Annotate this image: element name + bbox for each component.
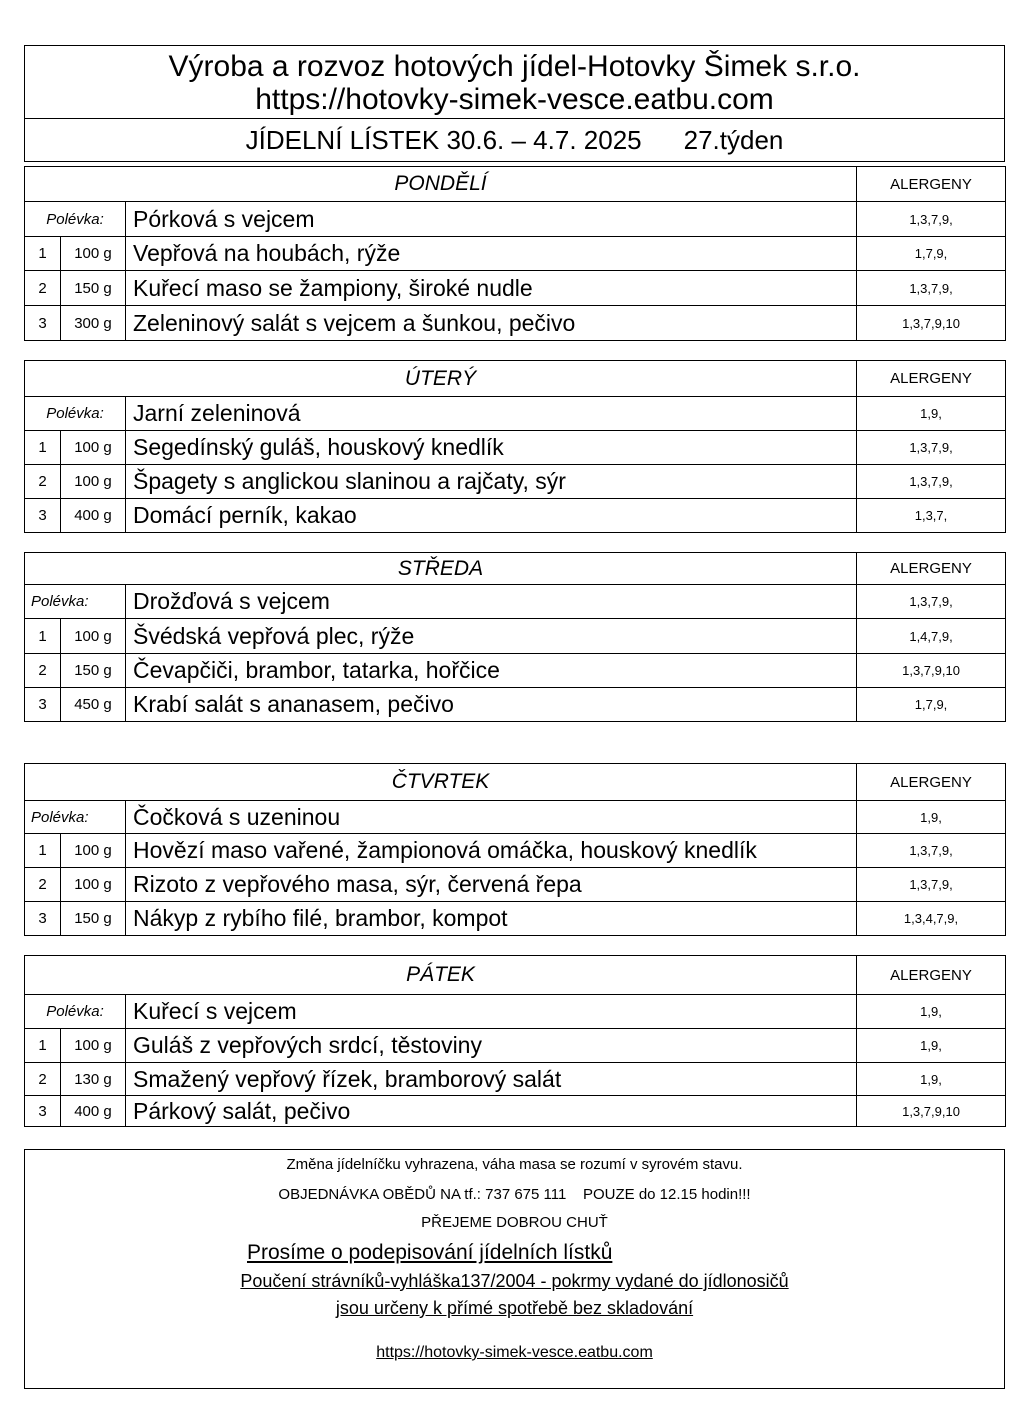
meal-allergens: 1,9, bbox=[857, 1063, 1006, 1096]
meal-number: 2 bbox=[25, 1063, 61, 1096]
meal-number: 1 bbox=[25, 619, 61, 654]
meal-weight: 130 g bbox=[61, 1063, 126, 1096]
meal-weight: 100 g bbox=[61, 431, 126, 465]
meal-number: 1 bbox=[25, 1029, 61, 1063]
day-name: STŘEDA bbox=[25, 553, 857, 585]
meal-allergens: 1,3,7,9, bbox=[857, 834, 1006, 868]
header-title-cell bbox=[25, 46, 1005, 119]
meal-allergens: 1,7,9, bbox=[857, 237, 1006, 271]
meal-name: Nákyp z rybího filé, brambor, kompot bbox=[126, 902, 857, 936]
meal-allergens: 1,3,7,9, bbox=[857, 431, 1006, 465]
meal-weight: 100 g bbox=[61, 619, 126, 654]
meal-weight: 150 g bbox=[61, 271, 126, 306]
week-number: 27.týden bbox=[683, 124, 784, 155]
regulation-line-1: Poučení strávníků-vyhláška137/2004 - pokrmy vydané do jídlonosičů bbox=[240, 1271, 789, 1291]
company-name: Výroba a rozvoz hotových jídel-Hotovky Šimek s.r.o. bbox=[168, 50, 861, 83]
meal-number: 2 bbox=[25, 868, 61, 902]
day-table-monday bbox=[24, 166, 1006, 341]
soup-allergens: 1,3,7,9, bbox=[857, 585, 1006, 619]
allergen-header: ALERGENY bbox=[857, 553, 1006, 585]
meal-allergens: 1,3,7, bbox=[857, 499, 1006, 533]
meal-name: Vepřová na houbách, rýže bbox=[126, 237, 857, 271]
sign-request: Prosíme o podepisování jídelních lístků bbox=[247, 1241, 613, 1264]
meal-row bbox=[25, 1096, 1006, 1127]
soup-name: Pórková s vejcem bbox=[126, 202, 857, 237]
header-block bbox=[24, 45, 1005, 162]
allergen-header: ALERGENY bbox=[857, 764, 1006, 801]
meal-weight: 150 g bbox=[61, 902, 126, 936]
day-table-thursday bbox=[24, 763, 1006, 936]
meal-name: Špagety s anglickou slaninou a rajčaty, sýr bbox=[126, 465, 857, 499]
soup-allergens: 1,9, bbox=[857, 995, 1006, 1029]
meal-number: 3 bbox=[25, 688, 61, 722]
meal-name: Švédská vepřová plec, rýže bbox=[126, 619, 857, 654]
allergen-header: ALERGENY bbox=[857, 956, 1006, 995]
menu-title-cell bbox=[25, 119, 1005, 162]
meal-row bbox=[25, 902, 1006, 936]
meal-allergens: 1,3,7,9,10 bbox=[857, 1096, 1006, 1127]
meal-name: Hovězí maso vařené, žampionová omáčka, houskový knedlík bbox=[126, 834, 857, 868]
meal-row bbox=[25, 306, 1006, 341]
day-table-wednesday bbox=[24, 552, 1006, 722]
menu-change-notice: Změna jídelníčku vyhrazena, váha masa se rozumí v syrovém stavu. bbox=[286, 1156, 743, 1173]
meal-row bbox=[25, 465, 1006, 499]
meal-weight: 400 g bbox=[61, 1096, 126, 1127]
meal-row bbox=[25, 499, 1006, 533]
meal-row bbox=[25, 1063, 1006, 1096]
meal-number: 3 bbox=[25, 306, 61, 341]
soup-name: Čočková s uzeninou bbox=[126, 801, 857, 834]
meal-allergens: 1,3,7,9,10 bbox=[857, 654, 1006, 688]
soup-allergens: 1,9, bbox=[857, 397, 1006, 431]
soup-label: Polévka: bbox=[25, 585, 126, 619]
meal-row bbox=[25, 654, 1006, 688]
meal-allergens: 1,3,7,9, bbox=[857, 271, 1006, 306]
meal-number: 3 bbox=[25, 1096, 61, 1127]
meal-weight: 400 g bbox=[61, 499, 126, 533]
day-name: PONDĚLÍ bbox=[25, 167, 857, 202]
meal-number: 1 bbox=[25, 834, 61, 868]
meal-row bbox=[25, 237, 1006, 271]
meal-row bbox=[25, 688, 1006, 722]
soup-name: Drožďová s vejcem bbox=[126, 585, 857, 619]
company-website: https://hotovky-simek-vesce.eatbu.com bbox=[255, 83, 774, 116]
allergen-header: ALERGENY bbox=[857, 361, 1006, 397]
soup-allergens: 1,9, bbox=[857, 801, 1006, 834]
meal-number: 2 bbox=[25, 465, 61, 499]
meal-name: Smažený vepřový řízek, bramborový salát bbox=[126, 1063, 857, 1096]
meal-allergens: 1,3,4,7,9, bbox=[857, 902, 1006, 936]
meal-allergens: 1,3,7,9, bbox=[857, 868, 1006, 902]
meal-name: Čevapčiči, brambor, tatarka, hořčice bbox=[126, 654, 857, 688]
footer-website-link[interactable]: https://hotovky-simek-vesce.eatbu.com bbox=[376, 1344, 653, 1361]
order-info: OBJEDNÁVKA OBĚDŮ NA tf.: 737 675 111 POUZE do 12.15 hodin!!! bbox=[278, 1186, 751, 1203]
soup-label: Polévka: bbox=[25, 202, 126, 237]
meal-row bbox=[25, 271, 1006, 306]
meal-allergens: 1,4,7,9, bbox=[857, 619, 1006, 654]
good-appetite-wish: PŘEJEME DOBROU CHUŤ bbox=[421, 1214, 608, 1231]
day-name: ÚTERÝ bbox=[25, 361, 857, 397]
meal-weight: 100 g bbox=[61, 868, 126, 902]
meal-row bbox=[25, 431, 1006, 465]
soup-allergens: 1,3,7,9, bbox=[857, 202, 1006, 237]
meal-weight: 450 g bbox=[61, 688, 126, 722]
meal-row bbox=[25, 834, 1006, 868]
meal-weight: 100 g bbox=[61, 834, 126, 868]
meal-weight: 300 g bbox=[61, 306, 126, 341]
soup-name: Jarní zeleninová bbox=[126, 397, 857, 431]
meal-name: Guláš z vepřových srdcí, těstoviny bbox=[126, 1029, 857, 1063]
meal-number: 2 bbox=[25, 271, 61, 306]
meal-number: 1 bbox=[25, 431, 61, 465]
meal-name: Segedínský guláš, houskový knedlík bbox=[126, 431, 857, 465]
meal-name: Krabí salát s ananasem, pečivo bbox=[126, 688, 857, 722]
soup-label: Polévka: bbox=[25, 801, 126, 834]
meal-name: Zeleninový salát s vejcem a šunkou, pečivo bbox=[126, 306, 857, 341]
soup-label: Polévka: bbox=[25, 397, 126, 431]
day-name: PÁTEK bbox=[25, 956, 857, 995]
soup-label: Polévka: bbox=[25, 995, 126, 1029]
footer-notice-box bbox=[24, 1149, 1005, 1389]
meal-number: 3 bbox=[25, 902, 61, 936]
meal-weight: 100 g bbox=[61, 465, 126, 499]
meal-allergens: 1,7,9, bbox=[857, 688, 1006, 722]
meal-allergens: 1,9, bbox=[857, 1029, 1006, 1063]
day-table-friday bbox=[24, 955, 1006, 1127]
meal-row bbox=[25, 1029, 1006, 1063]
meal-row bbox=[25, 619, 1006, 654]
meal-weight: 100 g bbox=[61, 1029, 126, 1063]
meal-name: Kuřecí maso se žampiony, široké nudle bbox=[126, 271, 857, 306]
meal-weight: 100 g bbox=[61, 237, 126, 271]
meal-allergens: 1,3,7,9,10 bbox=[857, 306, 1006, 341]
menu-title: JÍDELNÍ LÍSTEK 30.6. – 4.7. 2025 bbox=[245, 124, 642, 155]
day-table-tuesday bbox=[24, 360, 1006, 533]
day-name: ČTVRTEK bbox=[25, 764, 857, 801]
meal-name: Párkový salát, pečivo bbox=[126, 1096, 857, 1127]
meal-allergens: 1,3,7,9, bbox=[857, 465, 1006, 499]
meal-row bbox=[25, 868, 1006, 902]
allergen-header: ALERGENY bbox=[857, 167, 1006, 202]
meal-number: 2 bbox=[25, 654, 61, 688]
soup-name: Kuřecí s vejcem bbox=[126, 995, 857, 1029]
meal-name: Domácí perník, kakao bbox=[126, 499, 857, 533]
regulation-line-2: jsou určeny k přímé spotřebě bez skladování bbox=[335, 1298, 694, 1318]
meal-number: 3 bbox=[25, 499, 61, 533]
meal-number: 1 bbox=[25, 237, 61, 271]
meal-weight: 150 g bbox=[61, 654, 126, 688]
meal-name: Rizoto z vepřového masa, sýr, červená řepa bbox=[126, 868, 857, 902]
